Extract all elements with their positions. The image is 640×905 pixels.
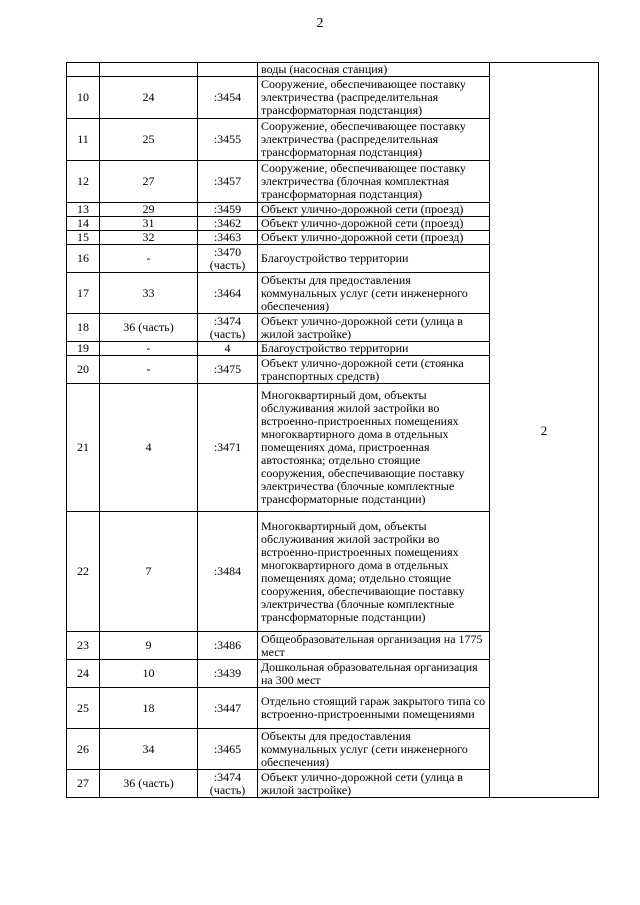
lot-number-cell: 25 [100,119,198,161]
cadastral-number-cell: :3474 (часть) [198,770,258,798]
row-number-cell: 20 [67,356,100,384]
lot-number-cell: 4 [100,384,198,512]
row-number-cell: 25 [67,688,100,729]
row-number-cell: 16 [67,245,100,273]
cadastral-number-cell: :3457 [198,161,258,203]
land-plots-table [66,62,599,798]
purpose-cell: Многоквартирный дом, объекты обслуживания жилой застройки во встроенно-пристроенных помещениях многоквартирного дома в отдельных помещениях дома; отдельно стоящие сооружения, обеспечивающие поставку электричества (блочные комплектные трансформаторные подстанции) [258,512,490,632]
purpose-cell: Сооружение, обеспечивающее поставку электричества (распределительная трансформаторная подстанция) [258,77,490,119]
cadastral-number-cell: :3454 [198,77,258,119]
lot-number-cell: - [100,245,198,273]
merged-value-cell: 2 [490,63,599,798]
purpose-cell: Объекты для предоставления коммунальных услуг (сети инженерного обеспечения) [258,273,490,314]
lot-number-cell: 18 [100,688,198,729]
purpose-cell: Общеобразовательная организация на 1775 мест [258,632,490,660]
cadastral-number-cell: :3464 [198,273,258,314]
row-number-cell [67,63,100,77]
row-number-cell: 12 [67,161,100,203]
cadastral-number-cell: :3462 [198,217,258,231]
cadastral-number-cell: :3484 [198,512,258,632]
cadastral-number-cell: :3475 [198,356,258,384]
purpose-cell: Объект улично-дорожной сети (проезд) [258,231,490,245]
cadastral-number-cell: :3474 (часть) [198,314,258,342]
lot-number-cell: 7 [100,512,198,632]
row-number-cell: 18 [67,314,100,342]
cadastral-number-cell: :3439 [198,660,258,688]
lot-number-cell: 24 [100,77,198,119]
row-number-cell: 23 [67,632,100,660]
row-number-cell: 27 [67,770,100,798]
cadastral-number-cell: :3455 [198,119,258,161]
lot-number-cell: 9 [100,632,198,660]
purpose-cell: Благоустройство территории [258,342,490,356]
cadastral-number-cell: :3471 [198,384,258,512]
row-number-cell: 14 [67,217,100,231]
lot-number-cell: 36 (часть) [100,770,198,798]
purpose-cell: Благоустройство территории [258,245,490,273]
lot-number-cell: 33 [100,273,198,314]
lot-number-cell: 27 [100,161,198,203]
row-number-cell: 21 [67,384,100,512]
row-number-cell: 26 [67,729,100,770]
cadastral-number-cell: :3486 [198,632,258,660]
purpose-cell: воды (насосная станция) [258,63,490,77]
purpose-cell: Объект улично-дорожной сети (проезд) [258,203,490,217]
purpose-cell: Объект улично-дорожной сети (проезд) [258,217,490,231]
purpose-cell: Объект улично-дорожной сети (улица в жилой застройке) [258,770,490,798]
cadastral-number-cell: :3459 [198,203,258,217]
lot-number-cell: 29 [100,203,198,217]
purpose-cell: Дошкольная образовательная организация на 300 мест [258,660,490,688]
purpose-cell: Объект улично-дорожной сети (улица в жилой застройке) [258,314,490,342]
row-number-cell: 10 [67,77,100,119]
row-number-cell: 24 [67,660,100,688]
cadastral-number-cell: :3447 [198,688,258,729]
cadastral-number-cell: :3463 [198,231,258,245]
lot-number-cell: - [100,342,198,356]
lot-number-cell: 32 [100,231,198,245]
purpose-cell: Многоквартирный дом, объекты обслуживания жилой застройки во встроенно-пристроенных помещениях многоквартирного дома в отдельных помещениях дома, пристроенная автостоянка; отдельно стоящие сооружения, обеспечивающие поставку электричества (блочные комплектные трансформаторные подстанции) [258,384,490,512]
row-number-cell: 17 [67,273,100,314]
row-number-cell: 19 [67,342,100,356]
cadastral-number-cell: :3465 [198,729,258,770]
lot-number-cell [100,63,198,77]
row-number-cell: 11 [67,119,100,161]
table-row [67,63,599,77]
row-number-cell: 13 [67,203,100,217]
purpose-cell: Объект улично-дорожной сети (стоянка транспортных средств) [258,356,490,384]
page-number: 2 [316,16,324,31]
cadastral-number-cell: 4 [198,342,258,356]
cadastral-number-cell: :3470 (часть) [198,245,258,273]
purpose-cell: Сооружение, обеспечивающее поставку электричества (блочная комплектная трансформаторная подстанция) [258,161,490,203]
row-number-cell: 15 [67,231,100,245]
purpose-cell: Объекты для предоставления коммунальных услуг (сети инженерного обеспечения) [258,729,490,770]
lot-number-cell: 10 [100,660,198,688]
lot-number-cell: 31 [100,217,198,231]
lot-number-cell: 36 (часть) [100,314,198,342]
purpose-cell: Сооружение, обеспечивающее поставку электричества (распределительная трансформаторная подстанция) [258,119,490,161]
purpose-cell: Отдельно стоящий гараж закрытого типа со встроенно-пристроенными помещениями [258,688,490,729]
cadastral-number-cell [198,63,258,77]
lot-number-cell: 34 [100,729,198,770]
lot-number-cell: - [100,356,198,384]
row-number-cell: 22 [67,512,100,632]
